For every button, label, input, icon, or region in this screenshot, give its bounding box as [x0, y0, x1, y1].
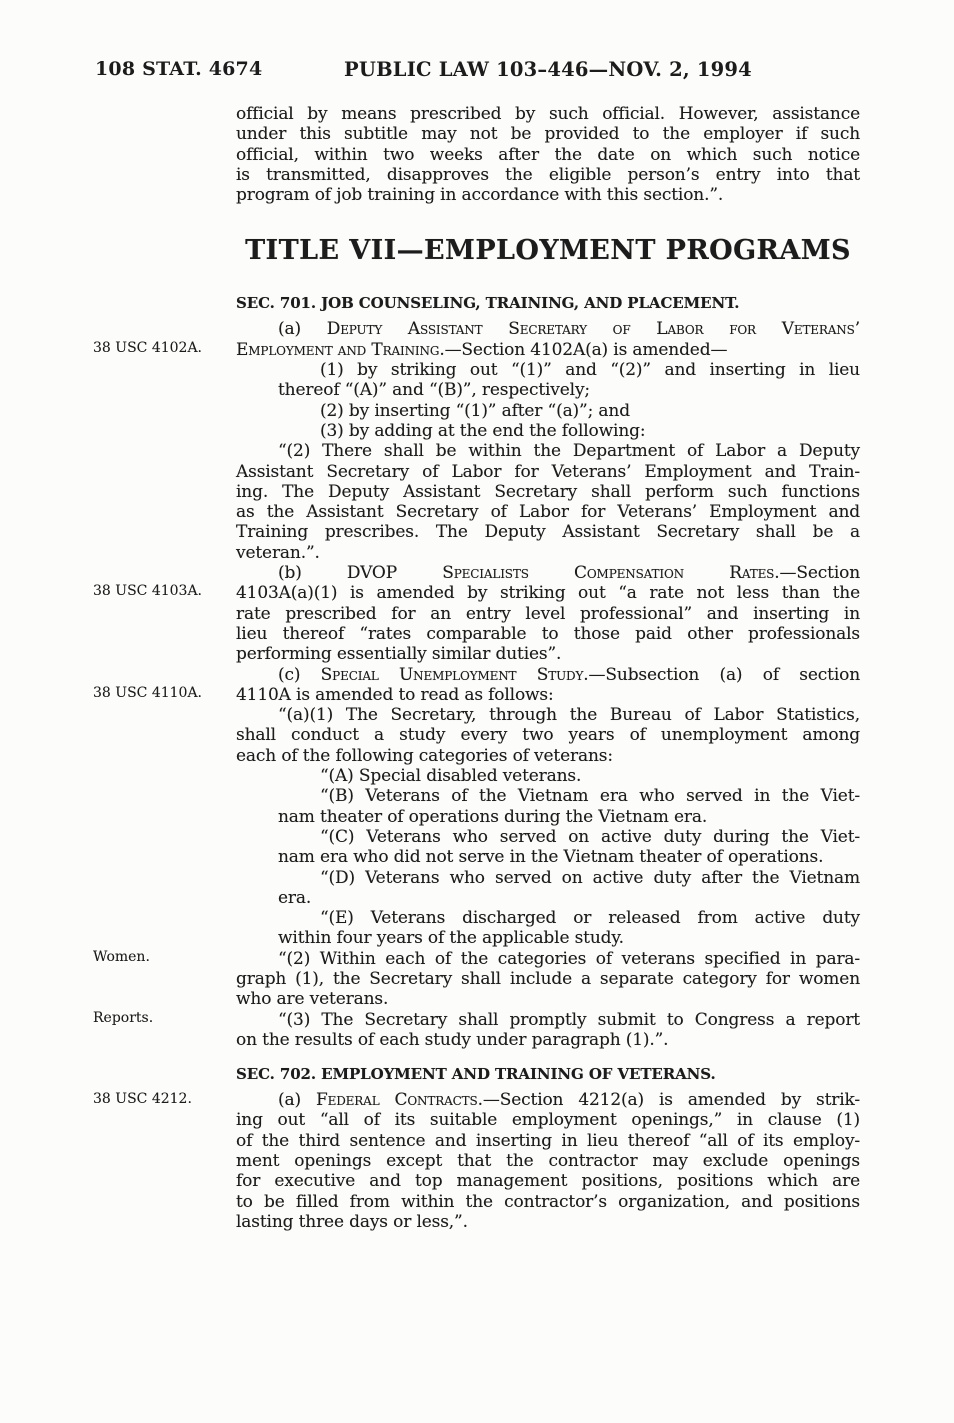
text-line: [236, 340, 860, 360]
small-caps-run: Deputy Assistant Secretary of Labor for Veterans’: [326, 319, 860, 340]
paragraph: [236, 1090, 860, 1232]
text-line: performing essentially similar duties”.: [236, 644, 562, 665]
text-line: lasting three days or less,”.: [236, 1211, 468, 1232]
text-line: for executive and top management positions, positions which are: [236, 1171, 860, 1192]
text-line: [236, 563, 860, 583]
text-run: (b): [278, 563, 347, 584]
text-line: “(2) Within each of the categories of veterans specified in para-: [278, 948, 860, 969]
running-head-law-title: PUBLIC LAW 103–446—NOV. 2, 1994: [344, 58, 752, 81]
text-line: “(B) Veterans of the Vietnam era who served in the Viet-: [320, 786, 860, 807]
paragraph: [236, 908, 860, 949]
text-line: 4110A is amended to read as follows:: [236, 684, 554, 705]
small-caps-run: Employment and Training: [236, 339, 440, 360]
text-line: who are veterans.: [236, 989, 389, 1010]
text-line: era.: [278, 887, 312, 908]
text-line: “(C) Veterans who served on active duty during the Viet-: [320, 826, 860, 847]
paragraph: [236, 319, 860, 360]
text-line: official, within two weeks after the date on which such notice: [236, 144, 860, 165]
text-line: “(2) There shall be within the Department of Labor a Deputy: [278, 441, 860, 462]
margin-note: 38 USC 4110A.: [93, 685, 203, 701]
document-title: TITLE VII—EMPLOYMENT PROGRAMS: [245, 235, 851, 267]
margin-note: 38 USC 4102A.: [93, 340, 203, 356]
section-heading: SEC. 701. JOB COUNSELING, TRAINING, AND PLACEMENT.: [236, 294, 740, 313]
text-line: nam theater of operations during the Vietnam era.: [278, 806, 708, 827]
text-line: 4103A(a)(1) is amended by striking out “a rate not less than the: [236, 583, 860, 604]
paragraph: [236, 827, 860, 868]
text-line: “(a)(1) The Secretary, through the Bureau of Labor Statistics,: [278, 705, 860, 726]
paragraph: [236, 949, 860, 1010]
text-line: on the results of each study under paragraph (1).”.: [236, 1029, 669, 1050]
text-line: “(D) Veterans who served on active duty after the Vietnam: [320, 867, 860, 888]
text-line: thereof “(A)” and “(B)”, respectively;: [278, 380, 590, 401]
text-line: under this subtitle may not be provided to the employer if such: [236, 124, 860, 145]
text-run: (a): [278, 319, 327, 340]
text-line: ing out “all of its suitable employment openings,” in clause (1): [236, 1110, 860, 1131]
text-line: [236, 1090, 860, 1110]
text-line: program of job training in accordance with this section.”.: [236, 185, 724, 206]
text-line: ment openings except that the contractor may exclude openings: [236, 1151, 860, 1172]
paragraph: [236, 401, 860, 421]
section-heading: SEC. 702. EMPLOYMENT AND TRAINING OF VETERANS.: [236, 1065, 716, 1084]
text-line: (2) by inserting “(1)” after “(a)”; and: [320, 400, 630, 421]
paragraph: [236, 868, 860, 909]
paragraph: [236, 786, 860, 827]
margin-note: 38 USC 4212.: [93, 1091, 192, 1107]
paragraph: [236, 441, 860, 563]
text-line: [236, 665, 860, 685]
text-column: [236, 104, 860, 1232]
paragraph: [236, 705, 860, 766]
text-line: [236, 319, 860, 339]
text-run: .—Section 4102A(a) is amended—: [439, 339, 728, 360]
margin-note: Women.: [93, 949, 150, 965]
text-line: official by means prescribed by such official. However, assistance: [236, 104, 860, 124]
small-caps-run: Special Unemployment Study: [320, 664, 584, 685]
text-line: shall conduct a study every two years of unemployment among: [236, 725, 860, 746]
page-number-stat: 108 STAT. 4674: [95, 58, 263, 80]
paragraph: [236, 563, 860, 664]
text-line: graph (1), the Secretary shall include a separate category for women: [236, 968, 860, 989]
text-line: rate prescribed for an entry level professional” and inserting in: [236, 603, 860, 624]
text-line: ing. The Deputy Assistant Secretary shall perform such functions: [236, 481, 860, 502]
paragraph: [236, 665, 860, 706]
small-caps-run: Federal Contracts: [315, 1090, 478, 1111]
text-run: .—Subsection (a) of section: [583, 664, 860, 685]
small-caps-run: DVOP Specialists Compensation Rates: [346, 563, 775, 584]
paragraph: [236, 360, 860, 401]
paragraph: [236, 1010, 860, 1051]
paragraph: [236, 421, 860, 441]
text-line: lieu thereof “rates comparable to those paid other professionals: [236, 623, 860, 644]
text-line: Assistant Secretary of Labor for Veterans’ Employment and Train-: [236, 461, 860, 482]
text-run: (a): [278, 1090, 316, 1111]
text-line: (3) by adding at the end the following:: [320, 420, 646, 441]
paragraph: [236, 104, 860, 205]
margin-note: 38 USC 4103A.: [93, 583, 203, 599]
text-run: .—Section 4212(a) is amended by strik-: [477, 1090, 860, 1111]
text-line: nam era who did not serve in the Vietnam theater of operations.: [278, 847, 824, 868]
text-line: of the third sentence and inserting in lieu thereof “all of its employ-: [236, 1130, 860, 1151]
text-line: each of the following categories of veterans:: [236, 745, 613, 766]
margin-note: Reports.: [93, 1010, 154, 1026]
text-line: Training prescribes. The Deputy Assistant Secretary shall be a: [236, 522, 860, 543]
text-run: (c): [278, 664, 321, 685]
text-line: “(A) Special disabled veterans.: [320, 766, 582, 787]
text-line: veteran.”.: [236, 542, 320, 563]
text-run: .—Section: [774, 563, 860, 584]
text-line: within four years of the applicable study.: [278, 928, 624, 949]
text-line: (1) by striking out “(1)” and “(2)” and inserting in lieu: [320, 360, 860, 381]
text-line: “(E) Veterans discharged or released from active duty: [320, 908, 860, 929]
text-line: is transmitted, disapproves the eligible person’s entry into that: [236, 164, 860, 185]
text-line: as the Assistant Secretary of Labor for Veterans’ Employment and: [236, 502, 860, 523]
text-line: to be filled from within the contractor’s organization, and positions: [236, 1191, 860, 1212]
paragraph: [236, 766, 860, 786]
text-line: “(3) The Secretary shall promptly submit to Congress a report: [278, 1009, 860, 1030]
